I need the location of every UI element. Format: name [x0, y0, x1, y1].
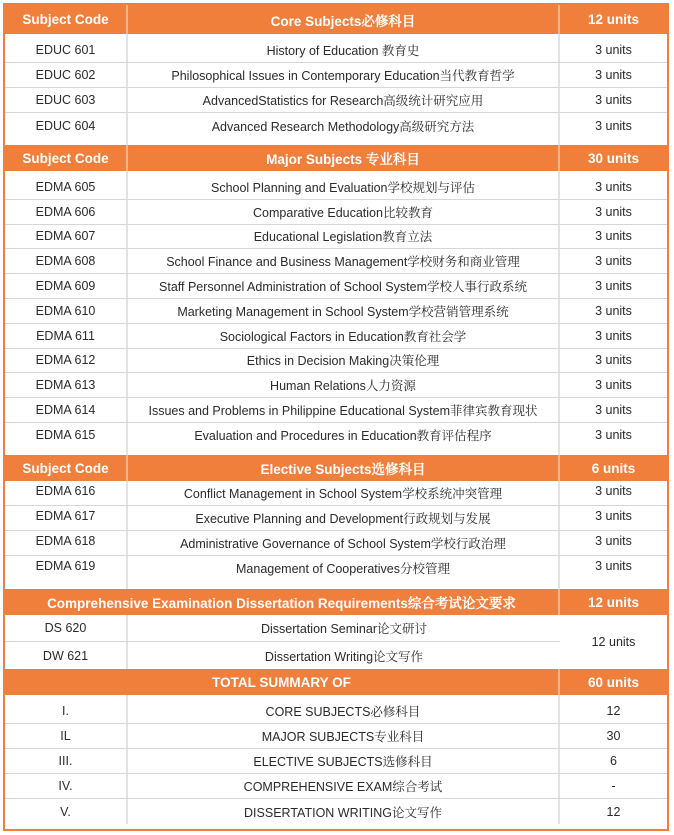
total-summary-header	[5, 669, 667, 695]
subject-code: EDMA 612	[5, 349, 128, 373]
major-subjects-header	[5, 145, 667, 171]
subject-code: EDUC 604	[5, 113, 128, 138]
subject-units: 3 units	[595, 428, 632, 443]
major-subject-row	[5, 175, 667, 200]
subject-units: 3 units	[595, 118, 632, 133]
summary-row	[5, 799, 667, 824]
subject-units: 3 units	[595, 509, 632, 523]
comprehensive-units: 12 units	[587, 594, 639, 610]
subject-code: EDMA 607	[5, 225, 128, 249]
core-subject-row	[5, 113, 667, 138]
subject-code: DW 621	[5, 642, 128, 669]
summary-category: DISSERTATION WRITING论文写作	[128, 799, 560, 824]
summary-category: CORE SUBJECTS必修科目	[128, 699, 560, 723]
subject-units: 3 units	[595, 534, 632, 548]
major-subject-row	[5, 225, 667, 250]
core-subjects-header	[5, 5, 667, 34]
summary-units: 12	[606, 704, 621, 718]
subject-code: EDMA 619	[5, 556, 128, 581]
subject-units: 3 units	[595, 279, 632, 294]
summary-row	[5, 699, 667, 724]
spacer	[5, 138, 667, 145]
summary-row	[5, 724, 667, 749]
subject-units: 3 units	[595, 254, 632, 269]
subject-units: 3 units	[595, 43, 632, 57]
subject-name: History of Education 教育史	[128, 38, 560, 62]
subject-name: Administrative Governance of School System学校行政治理	[128, 531, 560, 555]
subject-name: Sociological Factors in Education教育社会学	[128, 324, 560, 348]
subject-units: 3 units	[595, 303, 632, 318]
summary-row	[5, 749, 667, 774]
subject-code: EDMA 609	[5, 274, 128, 298]
subject-units: 3 units	[595, 484, 632, 498]
subject-units: 3 units	[595, 179, 632, 194]
subject-code: EDUC 602	[5, 63, 128, 87]
subject-name: Ethics in Decision Making决策伦理	[128, 349, 560, 373]
elective-subjects-units: 6 units	[591, 460, 636, 476]
subject-code: EDMA 615	[5, 423, 128, 448]
subject-name: Management of Cooperatives分校管理	[128, 556, 560, 581]
elective-subject-row	[5, 556, 667, 581]
subject-units: 3 units	[595, 378, 632, 393]
subject-code: EDMA 605	[5, 175, 128, 199]
subject-units: 3 units	[595, 328, 632, 343]
core-subject-row	[5, 63, 667, 88]
subject-code-heading: Subject Code	[5, 455, 128, 481]
subject-units: 3 units	[595, 403, 632, 418]
elective-subjects-title: Elective Subjects选修科目	[128, 455, 560, 481]
subject-code: EDMA 616	[5, 481, 128, 505]
major-subject-row	[5, 373, 667, 398]
subject-code: EDMA 611	[5, 324, 128, 348]
total-summary-units: 60 units	[587, 674, 639, 690]
subject-name: Dissertation Seminar论文研讨	[260, 622, 428, 636]
subject-name: Issues and Problems in Philippine Educational System菲律宾教育现状	[128, 398, 560, 422]
major-subject-row	[5, 398, 667, 423]
dissertation-row	[5, 642, 560, 669]
subject-name: Staff Personnel Administration of School System学校人事行政系统	[128, 274, 560, 298]
comprehensive-title: Comprehensive Examination Dissertation Requirements综合考试论文要求	[5, 589, 560, 615]
subject-name: School Planning and Evaluation学校规划与评估	[128, 175, 560, 199]
subject-code: EDUC 601	[5, 38, 128, 62]
subject-units: 3 units	[595, 353, 632, 368]
subject-code: EDMA 610	[5, 299, 128, 323]
subject-code: EDMA 617	[5, 506, 128, 530]
core-subjects-title: Core Subjects必修科目	[128, 5, 560, 34]
subject-units: 3 units	[595, 204, 632, 219]
subject-code: EDMA 606	[5, 200, 128, 224]
summary-category: COMPREHENSIVE EXAM综合考试	[128, 774, 560, 798]
elective-subject-row	[5, 481, 667, 506]
elective-subject-row	[5, 506, 667, 531]
subject-units: 3 units	[595, 559, 632, 573]
subject-code: EDMA 608	[5, 249, 128, 273]
major-subject-row	[5, 299, 667, 324]
summary-number: IL	[5, 724, 128, 748]
subject-code-heading: Subject Code	[5, 5, 128, 34]
dissertation-units: 12 units	[560, 615, 667, 669]
summary-units: 30	[606, 729, 621, 743]
major-subject-row	[5, 274, 667, 299]
subject-name: Dissertation Writing论文写作	[264, 649, 424, 664]
core-subject-row	[5, 38, 667, 63]
summary-number: IV.	[5, 774, 128, 798]
subject-code: DS 620	[5, 615, 128, 641]
subject-code: EDUC 603	[5, 88, 128, 112]
dissertation-row	[5, 615, 560, 642]
elective-subject-row	[5, 531, 667, 556]
summary-row	[5, 774, 667, 799]
subject-name: Philosophical Issues in Contemporary Education当代教育哲学	[128, 63, 560, 87]
major-subject-row	[5, 324, 667, 349]
core-subject-row	[5, 88, 667, 113]
subject-units: 3 units	[595, 68, 632, 82]
major-subjects-units: 30 units	[587, 150, 639, 166]
subject-name: Evaluation and Procedures in Education教育评估程序	[128, 423, 560, 448]
spacer	[5, 448, 667, 455]
elective-subjects-header	[5, 455, 667, 481]
summary-units: -	[611, 779, 616, 793]
summary-number: I.	[5, 699, 128, 723]
subject-name: Advanced Research Methodology高级研究方法	[128, 113, 560, 138]
major-subject-row	[5, 249, 667, 274]
summary-number: V.	[5, 799, 128, 824]
subject-name: Executive Planning and Development行政规划与发展	[128, 506, 560, 530]
subject-units: 3 units	[595, 229, 632, 244]
summary-units: 6	[610, 754, 617, 768]
subject-name: Human Relations人力资源	[128, 373, 560, 397]
major-subjects-title: Major Subjects 专业科目	[128, 145, 560, 171]
summary-category: MAJOR SUBJECTS专业科目	[128, 724, 560, 748]
spacer	[5, 581, 667, 589]
curriculum-table	[3, 3, 669, 831]
subject-name: Marketing Management in School System学校营销管理系统	[128, 299, 560, 323]
subject-code: EDMA 618	[5, 531, 128, 555]
comprehensive-header	[5, 589, 667, 615]
subject-name: Conflict Management in School System学校系统冲突管理	[128, 481, 560, 505]
subject-code: EDMA 613	[5, 373, 128, 397]
subject-code: EDMA 614	[5, 398, 128, 422]
summary-number: III.	[5, 749, 128, 773]
subject-units: 3 units	[595, 93, 632, 107]
core-subjects-units: 12 units	[587, 12, 639, 27]
subject-name: Educational Legislation教育立法	[128, 225, 560, 249]
total-summary-title: TOTAL SUMMARY OF	[5, 669, 560, 695]
subject-name: School Finance and Business Management学校财务和商业管理	[128, 249, 560, 273]
summary-units: 12	[606, 804, 621, 819]
major-subject-row	[5, 349, 667, 374]
major-subject-row	[5, 423, 667, 448]
subject-name: Comparative Education比较教育	[128, 200, 560, 224]
subject-name: AdvancedStatistics for Research高级统计研究应用	[128, 88, 560, 112]
major-subject-row	[5, 200, 667, 225]
summary-category: ELECTIVE SUBJECTS选修科目	[128, 749, 560, 773]
subject-code-heading: Subject Code	[5, 145, 128, 171]
